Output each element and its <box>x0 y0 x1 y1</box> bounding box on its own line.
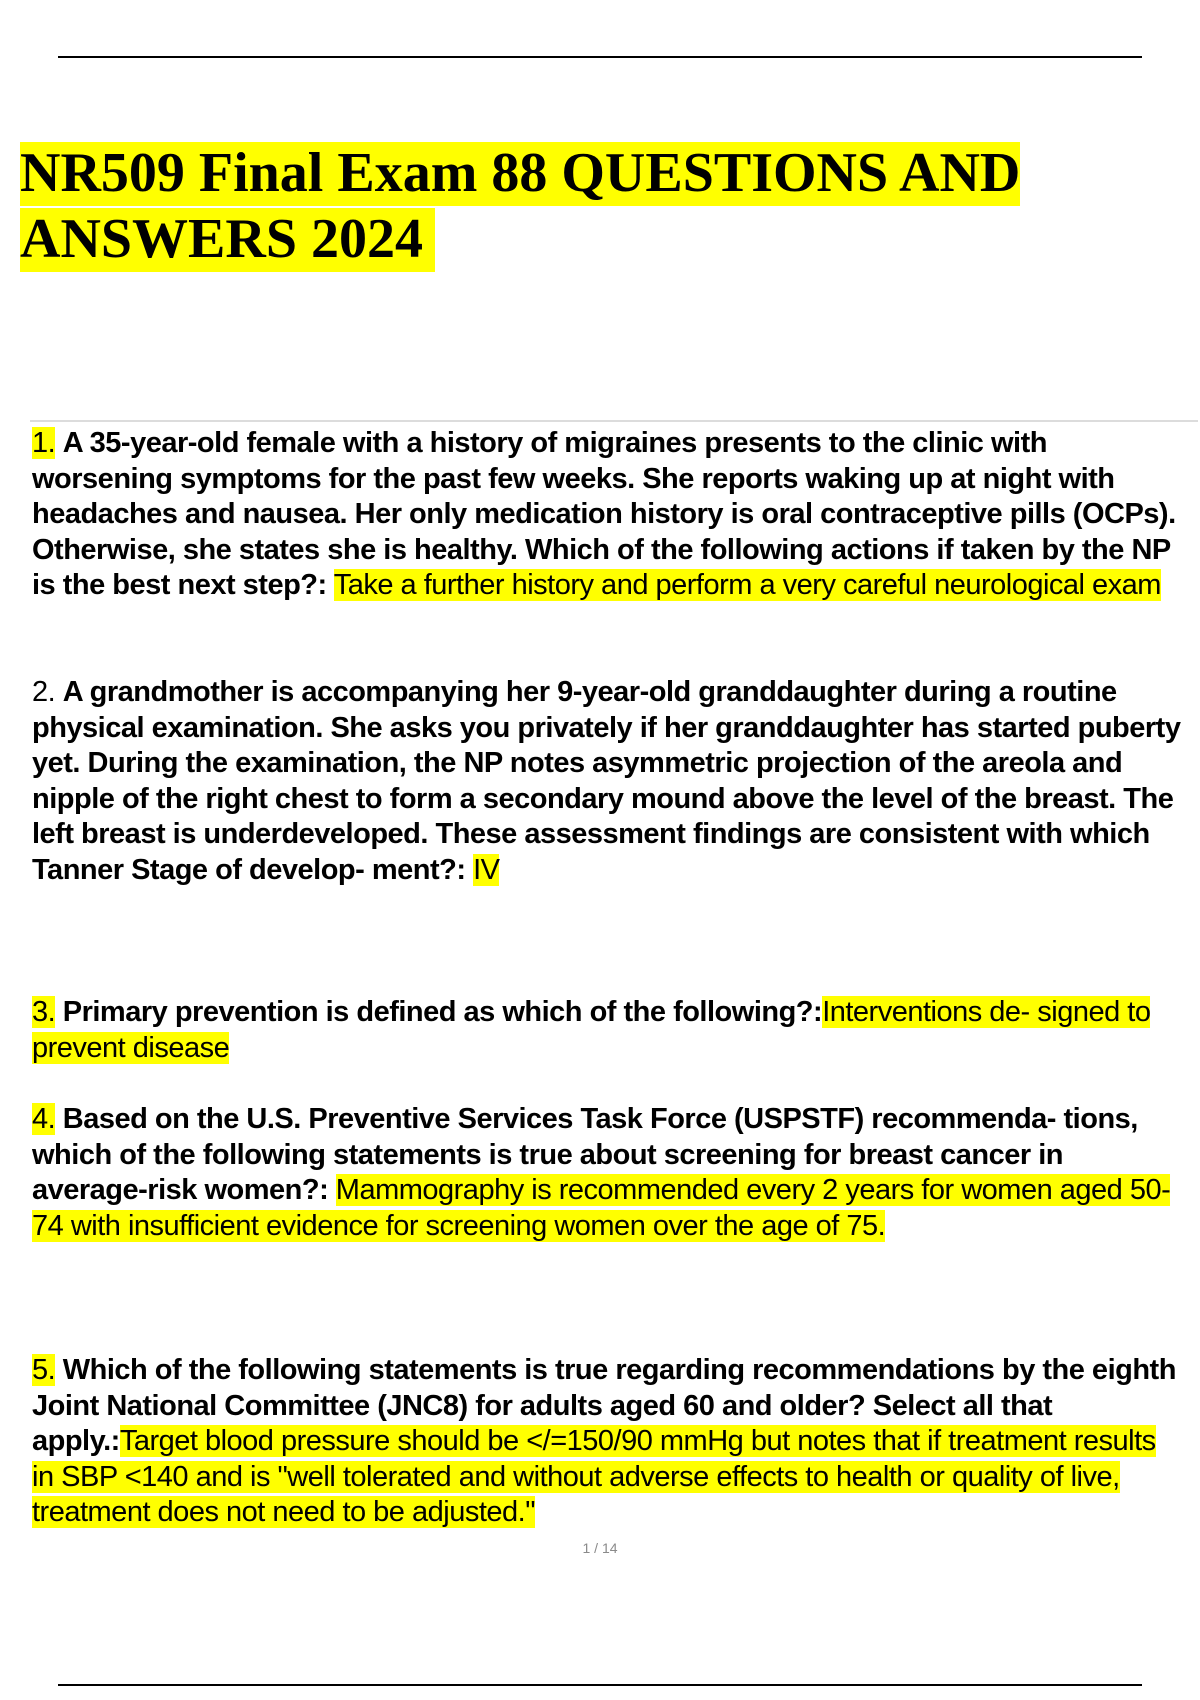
section-divider <box>30 420 1198 422</box>
question-3 <box>32 995 1182 1066</box>
question-number: 4. <box>32 1103 56 1135</box>
title-highlight: NR509 Final Exam 88 QUESTIONS AND ANSWERS 2024 <box>20 142 1021 270</box>
answer-text: IV <box>473 853 500 886</box>
question-text: A 35-year-old female with a history of migraines presents to the clinic with worsening symptoms for the past few weeks. She reports waking up at night with headaches and nausea. Her only medication history is oral contraceptive pills (OCPs). Otherwise, she states she is healthy. Which of the following actions if taken by the NP is the best next step?: <box>32 427 1176 601</box>
question-5 <box>32 1353 1182 1531</box>
answer-text: Mammography is recommended every 2 years for women aged 50-74 with insufficient evidence for screening women over the age of 75. <box>32 1174 1171 1242</box>
bottom-rule <box>58 1684 1142 1686</box>
question-4 <box>32 1102 1182 1244</box>
question-number: 2. <box>32 676 56 708</box>
question-number: 3. <box>32 996 56 1028</box>
answer-text: Interventions de- signed to prevent disease <box>32 996 1151 1064</box>
page-indicator: 1 / 14 <box>582 1540 618 1556</box>
answer-text: Target blood pressure should be </=150/90 mmHg but notes that if treatment results in SBP <140 and is "well tolerated and without adverse effects to health or quality of live, treatment does not need to be adjusted." <box>32 1425 1156 1528</box>
answer-text: Take a further history and perform a very careful neurological exam <box>333 569 1161 601</box>
question-number: 1. <box>32 427 56 459</box>
question-text: Based on the U.S. Preventive Services Task Force (USPSTF) recommenda- tions, which of the following statements is true about screening for breast cancer in average-risk women?: <box>32 1103 1138 1206</box>
top-rule <box>58 56 1142 58</box>
question-number: 5. <box>32 1354 56 1386</box>
question-text: Which of the following statements is true regarding recommendations by the eighth Joint National Committee (JNC8) for adults aged 60 and older? Select all that apply.: <box>32 1354 1176 1457</box>
question-2 <box>32 675 1182 888</box>
page-title <box>20 140 1140 272</box>
question-text: A grandmother is accompanying her 9-year-old granddaughter during a routine physical examination. She asks you privately if her granddaughter has started puberty yet. During the examination, the NP notes asymmetric projection of the areola and nipple of the right chest to form a secondary mound above the level of the breast. The left breast is underdeveloped. These assessment findings are consistent with which Tanner Stage of develop- ment?: <box>32 676 1181 886</box>
question-1 <box>32 426 1182 604</box>
question-text: Primary prevention is defined as which of the following?: <box>62 996 823 1028</box>
